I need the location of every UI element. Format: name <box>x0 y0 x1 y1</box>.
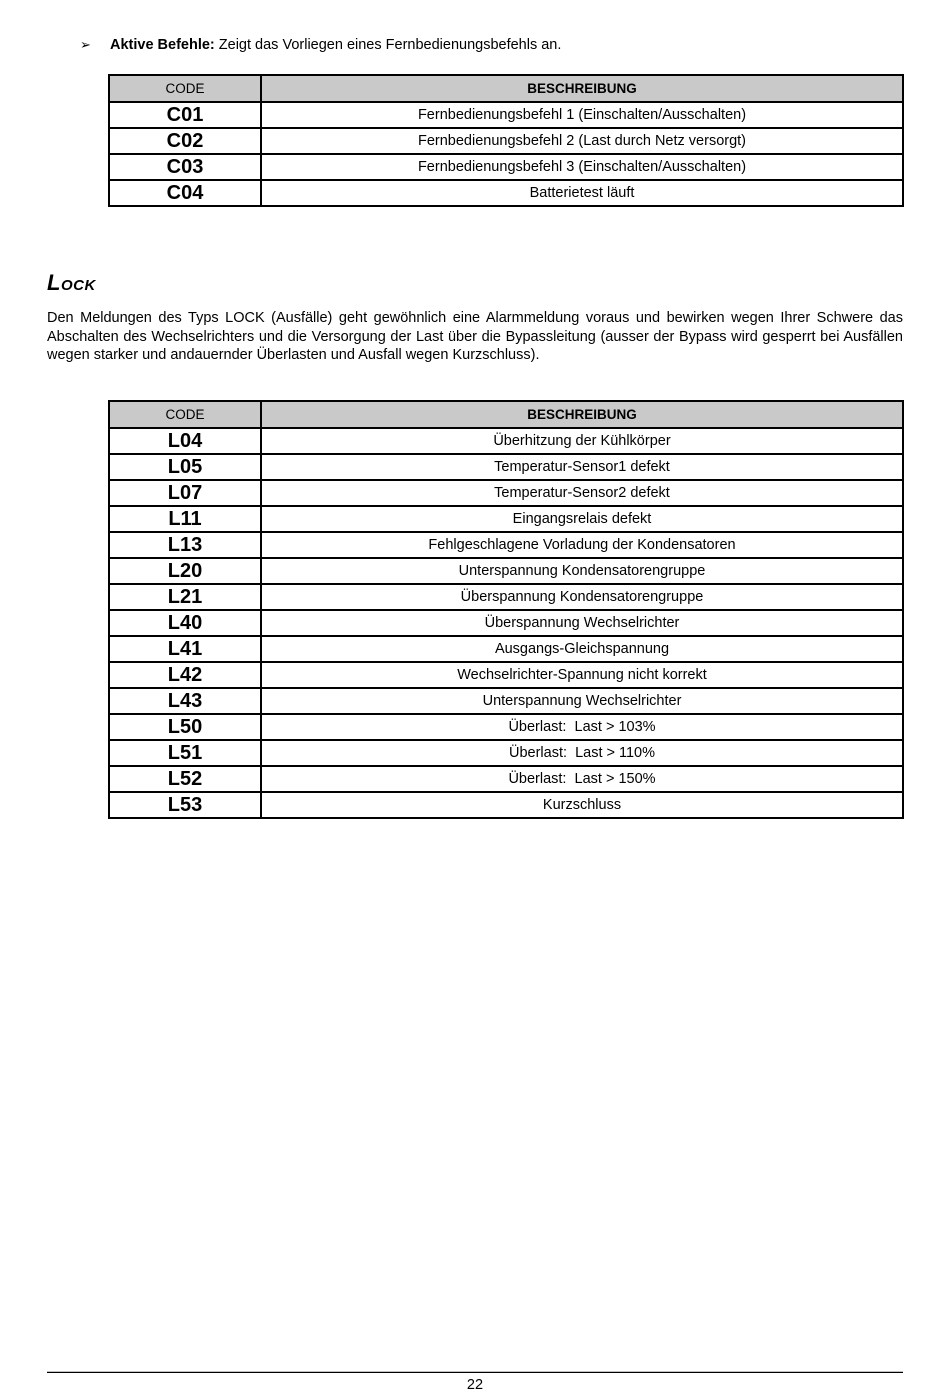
table-row <box>109 740 903 766</box>
description-cell: Batterietest läuft <box>261 180 903 206</box>
description-cell: Fehlgeschlagene Vorladung der Kondensatoren <box>261 532 903 558</box>
description-cell: Temperatur-Sensor1 defekt <box>261 454 903 480</box>
table-row <box>109 766 903 792</box>
description-cell: Fernbedienungsbefehl 1 (Einschalten/Ausschalten) <box>261 102 903 128</box>
code-cell: L11 <box>109 506 261 532</box>
code-cell: L50 <box>109 714 261 740</box>
table-row <box>109 180 903 206</box>
table-row <box>109 636 903 662</box>
code-cell: L53 <box>109 792 261 818</box>
description-cell: Temperatur-Sensor2 defekt <box>261 480 903 506</box>
description-cell: Fernbedienungsbefehl 2 (Last durch Netz versorgt) <box>261 128 903 154</box>
code-cell: C02 <box>109 128 261 154</box>
lock-section-title: Lock <box>47 270 96 295</box>
code-cell: C01 <box>109 102 261 128</box>
active-commands-text: Zeigt das Vorliegen eines Fernbedienungsbefehls an. <box>214 37 562 53</box>
table-row <box>109 454 903 480</box>
remote-commands-table-body <box>109 102 903 206</box>
description-cell: Fernbedienungsbefehl 3 (Einschalten/Ausschalten) <box>261 154 903 180</box>
code-cell: L43 <box>109 688 261 714</box>
description-cell: Eingangsrelais defekt <box>261 506 903 532</box>
table-row <box>109 154 903 180</box>
remote-commands-table <box>108 74 904 207</box>
code-cell: L04 <box>109 428 261 454</box>
description-cell: Überhitzung der Kühlkörper <box>261 428 903 454</box>
table-row <box>109 102 903 128</box>
code-cell: L05 <box>109 454 261 480</box>
lock-codes-table-body <box>109 428 903 818</box>
code-column-header: CODE <box>109 401 261 428</box>
code-cell: L51 <box>109 740 261 766</box>
code-cell: L13 <box>109 532 261 558</box>
description-column-header: BESCHREIBUNG <box>261 401 903 428</box>
active-commands-label: Aktive Befehle: <box>110 37 215 53</box>
description-cell: Kurzschluss <box>261 792 903 818</box>
table-row <box>109 714 903 740</box>
description-cell: Wechselrichter-Spannung nicht korrekt <box>261 662 903 688</box>
active-commands-line <box>80 36 561 54</box>
description-cell: Ausgangs-Gleichspannung <box>261 636 903 662</box>
code-cell: L52 <box>109 766 261 792</box>
table-row <box>109 506 903 532</box>
page-number: 22 <box>466 1377 484 1393</box>
description-column-header: BESCHREIBUNG <box>261 75 903 102</box>
lock-section-paragraph: Den Meldungen des Typs LOCK (Ausfälle) geht gewöhnlich eine Alarmmeldung voraus und bewirken wegen Ihrer Schwere das Abschalten des Wechselrichters und die Versorgung der Last über die Bypassleitung (ausser der Bypass wird gesperrt bei Ausfällen wegen starker und andauernder Überlasten und Ausfall wegen Kurzschluss). <box>47 310 903 363</box>
code-cell: L40 <box>109 610 261 636</box>
table-row <box>109 128 903 154</box>
table-header-row <box>109 401 903 428</box>
code-cell: L41 <box>109 636 261 662</box>
table-row <box>109 610 903 636</box>
description-cell: Überspannung Wechselrichter <box>261 610 903 636</box>
code-cell: C04 <box>109 180 261 206</box>
footer-divider <box>47 1372 903 1373</box>
code-cell: L21 <box>109 584 261 610</box>
table-row <box>109 532 903 558</box>
description-cell: Unterspannung Wechselrichter <box>261 688 903 714</box>
code-column-header: CODE <box>109 75 261 102</box>
table-row <box>109 558 903 584</box>
table-row <box>109 584 903 610</box>
code-cell: C03 <box>109 154 261 180</box>
description-cell: Überlast: Last > 150% <box>261 766 903 792</box>
code-cell: L07 <box>109 480 261 506</box>
lock-codes-table <box>108 400 904 819</box>
table-row <box>109 688 903 714</box>
arrowhead-bullet-icon: ➢ <box>80 37 91 52</box>
description-cell: Überlast: Last > 110% <box>261 740 903 766</box>
table-row <box>109 428 903 454</box>
description-cell: Unterspannung Kondensatorengruppe <box>261 558 903 584</box>
description-cell: Überlast: Last > 103% <box>261 714 903 740</box>
table-header-row <box>109 75 903 102</box>
code-cell: L42 <box>109 662 261 688</box>
table-row <box>109 480 903 506</box>
table-row <box>109 662 903 688</box>
description-cell: Überspannung Kondensatorengruppe <box>261 584 903 610</box>
code-cell: L20 <box>109 558 261 584</box>
table-row <box>109 792 903 818</box>
